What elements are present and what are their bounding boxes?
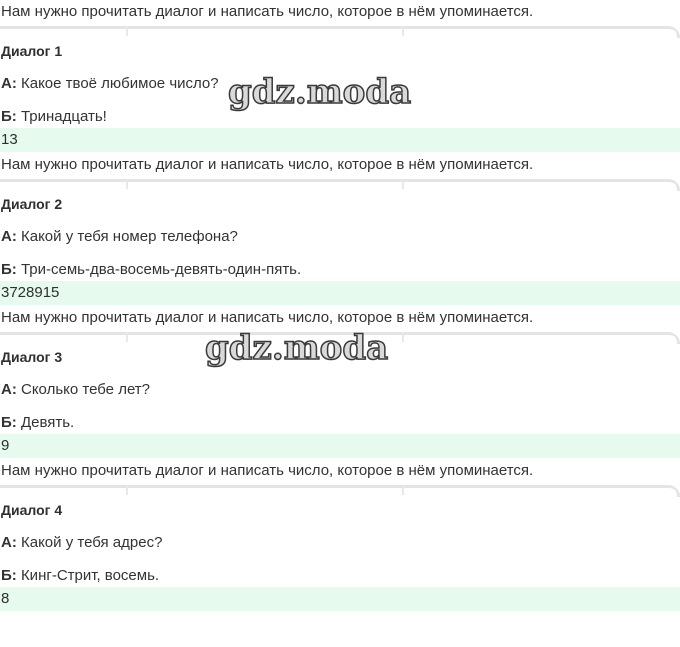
card-divider: [402, 332, 404, 342]
speaker-a-text: Какой у тебя номер телефона?: [16, 228, 238, 245]
instruction-text: Нам нужно прочитать диалог и написать число, которое в нём упоминается.: [1, 309, 534, 326]
speaker-b-text: Кинг-Стрит, восемь.: [16, 567, 160, 584]
speaker-b-label: Б:: [1, 108, 17, 125]
instruction-text: Нам нужно прочитать диалог и написать число, которое в нём упоминается.: [1, 3, 534, 20]
watermark-logo: gdz.moda: [228, 72, 412, 112]
dialog-title: Диалог 1: [1, 43, 63, 59]
card-divider: [126, 26, 128, 36]
speaker-b-label: Б:: [1, 567, 17, 584]
card-divider: [402, 179, 404, 189]
dialog-title: Диалог 3: [1, 349, 63, 365]
dialog-title: Диалог 4: [1, 502, 63, 518]
line-speaker-a: [1, 228, 238, 246]
speaker-a-text: Сколько тебе лет?: [16, 381, 150, 398]
card-corner: [665, 485, 680, 497]
card-border: [0, 485, 680, 502]
line-speaker-a: [1, 75, 219, 93]
card-divider: [126, 332, 128, 342]
card-border: [0, 179, 680, 196]
card-divider: [402, 26, 404, 36]
speaker-a-text: Какой у тебя адрес?: [16, 534, 163, 551]
card-corner: [665, 179, 680, 191]
watermark-logo: gdz.moda: [205, 328, 389, 368]
answer-row: 13: [0, 128, 680, 152]
speaker-a-label: А:: [1, 534, 17, 551]
card-divider: [402, 485, 404, 495]
instruction-text: Нам нужно прочитать диалог и написать число, которое в нём упоминается.: [1, 462, 534, 479]
speaker-a-label: А:: [1, 75, 17, 92]
line-speaker-a: [1, 381, 150, 399]
card-divider: [126, 485, 128, 495]
speaker-b-text: Девять.: [16, 414, 75, 431]
answer-row: 9: [0, 434, 680, 458]
dialog-title: Диалог 2: [1, 196, 63, 212]
line-speaker-b: [1, 261, 301, 279]
answer-row: 8: [0, 587, 680, 611]
speaker-a-label: А:: [1, 228, 17, 245]
card-corner: [665, 26, 680, 38]
speaker-b-label: Б:: [1, 261, 17, 278]
speaker-b-label: Б:: [1, 414, 17, 431]
answer-row: 3728915: [0, 281, 680, 305]
card-border: [0, 26, 680, 43]
instruction-text: Нам нужно прочитать диалог и написать число, которое в нём упоминается.: [1, 156, 534, 173]
line-speaker-b: [1, 414, 74, 432]
speaker-b-text: Три-семь-два-восемь-девять-один-пять.: [16, 261, 302, 278]
speaker-a-text: Какое твоё любимое число?: [16, 75, 219, 92]
card-corner: [665, 332, 680, 344]
speaker-b-text: Тринадцать!: [16, 108, 107, 125]
line-speaker-a: [1, 534, 162, 552]
card-divider: [126, 179, 128, 189]
line-speaker-b: [1, 108, 107, 126]
dialog-block-4: [0, 459, 680, 612]
dialog-block-2: [0, 153, 680, 306]
line-speaker-b: [1, 567, 159, 585]
speaker-a-label: А:: [1, 381, 17, 398]
